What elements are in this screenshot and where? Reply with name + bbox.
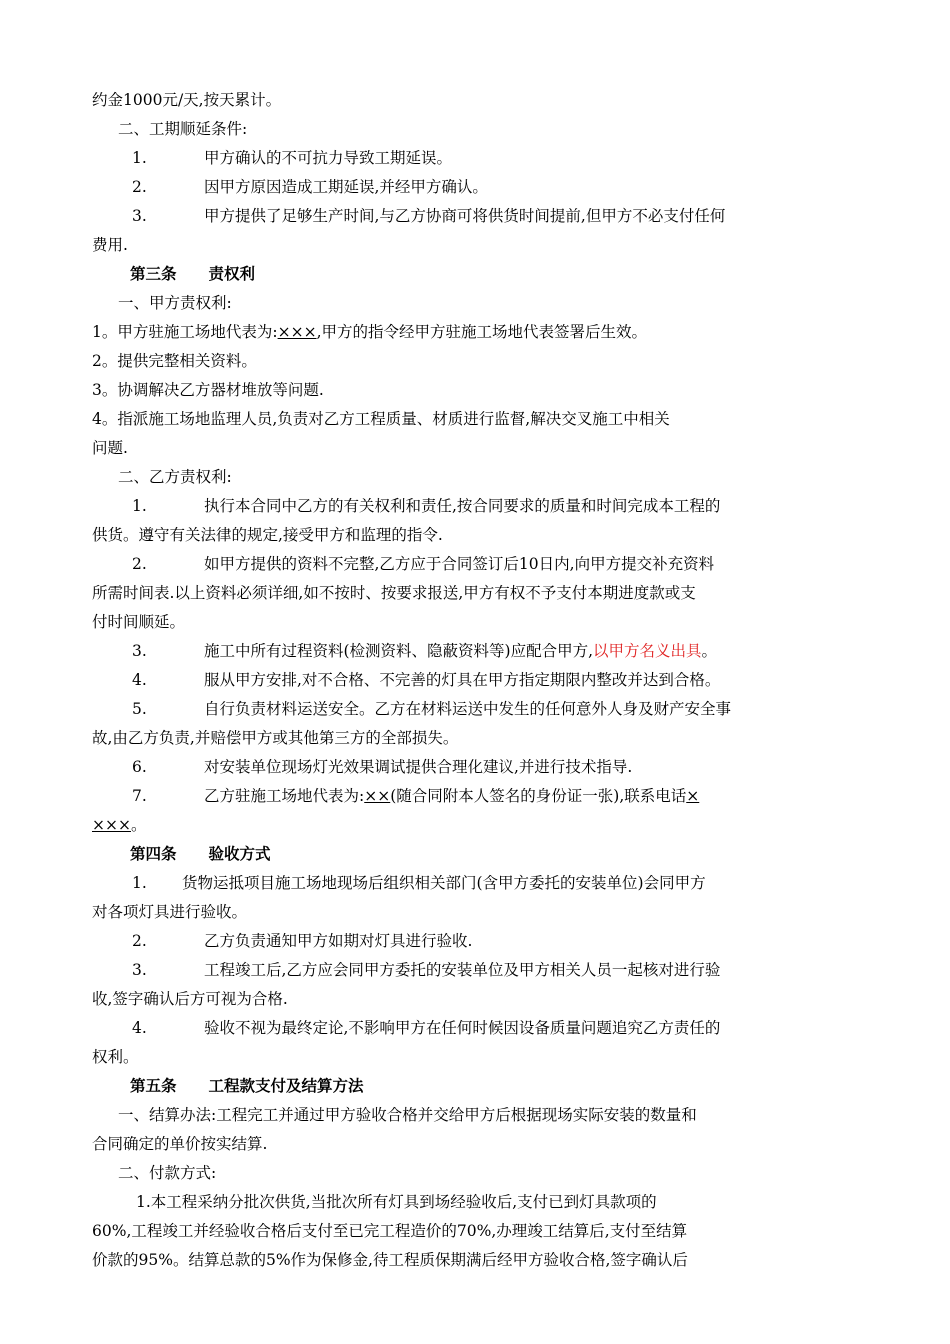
list-item <box>92 927 872 955</box>
item-number: 2. <box>132 555 147 573</box>
phone-blank: × <box>686 787 700 805</box>
highlighted-text: 以甲方名义出具 <box>593 642 702 660</box>
item-text: 货物运抵项目施工场地现场后组织相关部门(含甲方委托的安装单位)会同甲方 <box>182 874 706 892</box>
text-segment: 1。甲方驻施工场地代表为: <box>92 323 278 341</box>
item-text: 乙方负责通知甲方如期对灯具进行验收. <box>204 932 473 950</box>
text-line: 供货。遵守有关法律的规定,接受甲方和监理的指令. <box>92 526 443 544</box>
text-line: 60%,工程竣工并经验收合格后支付至已完工程造价的70%,办理竣工结算后,支付至结算 <box>92 1222 688 1240</box>
article-number: 第五条 <box>130 1076 177 1095</box>
list-item <box>92 695 872 723</box>
list-item <box>92 637 872 665</box>
item-text <box>204 637 717 665</box>
text-segment: (随合同附本人签名的身份证一张),联系电话 <box>390 787 687 805</box>
list-item <box>92 492 872 520</box>
item-number: 3. <box>132 207 147 225</box>
section-heading: 二、工期顺延条件: <box>118 120 248 138</box>
text-segment: 。 <box>701 642 718 660</box>
item-number: 1. <box>132 497 147 515</box>
item-text: 甲方提供了足够生产时间,与乙方协商可将供货时间提前,但甲方不必支付任何 <box>204 207 726 225</box>
text-line: 付时间顺延。 <box>92 613 186 631</box>
text-line: 约金1000元/天,按天累计。 <box>92 91 282 109</box>
item-text: 执行本合同中乙方的有关权利和责任,按合同要求的质量和时间完成本工程的 <box>204 497 721 515</box>
item-text <box>204 782 699 810</box>
item-number: 1. <box>132 149 147 167</box>
section-heading: 一、甲方责权利: <box>118 294 232 312</box>
text-segment: 乙方驻施工场地代表为: <box>204 787 365 805</box>
item-text: 验收不视为最终定论,不影响甲方在任何时候因设备质量问题追究乙方责任的 <box>204 1019 721 1037</box>
representative-name-blank: ×× <box>364 787 391 805</box>
text-line: 3。协调解决乙方器材堆放等问题. <box>92 381 324 399</box>
list-item <box>92 869 872 897</box>
article-title: 责权利 <box>208 264 256 283</box>
item-number: 3. <box>132 642 147 660</box>
text-line: 1.本工程采纳分批次供货,当批次所有灯具到场经验收后,支付已到灯具款项的 <box>136 1193 657 1211</box>
item-number: 2. <box>132 932 147 950</box>
item-text: 自行负责材料运送安全。乙方在材料运送中发生的任何意外人身及财产安全事 <box>204 700 732 718</box>
text-line: 2。提供完整相关资料。 <box>92 352 257 370</box>
list-item <box>92 666 872 694</box>
text-line: 4。指派施工场地监理人员,负责对乙方工程质量、材质进行监督,解决交叉施工中相关 <box>92 410 670 428</box>
text-line: 合同确定的单价按实结算. <box>92 1135 268 1153</box>
list-item <box>92 956 872 984</box>
text-line <box>92 318 872 346</box>
item-text: 工程竣工后,乙方应会同甲方委托的安装单位及甲方相关人员一起核对进行验 <box>204 961 721 979</box>
article-title: 验收方式 <box>208 844 271 863</box>
section-heading: 二、乙方责权利: <box>118 468 232 486</box>
article-number: 第四条 <box>130 844 177 863</box>
item-number: 1. <box>132 874 147 892</box>
item-number: 4. <box>132 1019 147 1037</box>
text-line <box>92 811 872 839</box>
item-text: 甲方确认的不可抗力导致工期延误。 <box>204 149 453 167</box>
text-segment: ,甲方的指令经甲方驻施工场地代表签署后生效。 <box>316 323 647 341</box>
text-line: 一、结算办法:工程完工并通过甲方验收合格并交给甲方后根据现场实际安装的数量和 <box>118 1106 697 1124</box>
item-number: 2. <box>132 178 147 196</box>
section-heading: 二、付款方式: <box>118 1164 217 1182</box>
item-text: 服从甲方安排,对不合格、不完善的灯具在甲方指定期限内整改并达到合格。 <box>204 671 721 689</box>
text-line: 权利。 <box>92 1048 139 1066</box>
item-text: 因甲方原因造成工期延误,并经甲方确认。 <box>204 178 488 196</box>
article-heading <box>130 840 910 868</box>
list-item <box>92 144 872 172</box>
text-line: 所需时间表.以上资料必须详细,如不按时、按要求报送,甲方有权不予支付本期进度款或支 <box>92 584 696 602</box>
article-title: 工程款支付及结算方法 <box>208 1076 364 1095</box>
list-item <box>92 173 872 201</box>
text-line: 费用. <box>92 236 128 254</box>
text-line: 收,签字确认后方可视为合格. <box>92 990 288 1008</box>
item-number: 3. <box>132 961 147 979</box>
text-segment: 施工中所有过程资料(检测资料、隐蔽资料等)应配合甲方, <box>204 642 594 660</box>
item-text: 对安装单位现场灯光效果调试提供合理化建议,并进行技术指导. <box>204 758 633 776</box>
text-line: 故,由乙方负责,并赔偿甲方或其他第三方的全部损失。 <box>92 729 459 747</box>
item-number: 7. <box>132 787 147 805</box>
phone-blank: ××× <box>92 816 131 834</box>
text-line: 价款的95%。结算总款的5%作为保修金,待工程质保期满后经甲方验收合格,签字确认后 <box>92 1251 688 1269</box>
list-item <box>92 550 872 578</box>
representative-name-blank: ××× <box>277 323 317 341</box>
list-item <box>92 753 872 781</box>
text-line: 对各项灯具进行验收。 <box>92 903 248 921</box>
item-number: 6. <box>132 758 147 776</box>
text-segment: 。 <box>130 816 147 834</box>
list-item <box>92 202 872 230</box>
article-heading <box>130 260 910 288</box>
article-number: 第三条 <box>130 264 177 283</box>
item-number: 4. <box>132 671 147 689</box>
text-line: 问题. <box>92 439 128 457</box>
item-number: 5. <box>132 700 147 718</box>
list-item <box>92 1014 872 1042</box>
list-item <box>92 782 872 810</box>
item-text: 如甲方提供的资料不完整,乙方应于合同签订后10日内,向甲方提交补充资料 <box>204 555 715 573</box>
article-heading <box>130 1072 910 1100</box>
